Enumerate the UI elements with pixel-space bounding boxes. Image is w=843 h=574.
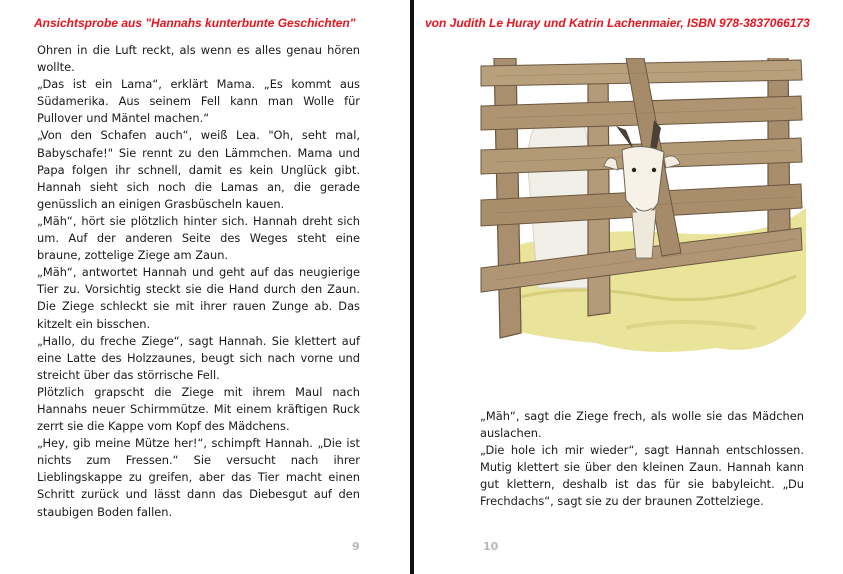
paragraph: Plötzlich grapscht die Ziege mit ihrem Maul nach Hannahs neuer Schirmmütze. Mit einem kräftigen Ruck zerrt sie die Kappe vom Kopf des Mädchens. <box>37 384 360 434</box>
paragraph: „Das ist ein Lama“, erklärt Mama. „Es kommt aus Südamerika. Aus seinem Fell kann man Wolle für Pullover und Mäntel machen.“ <box>37 77 360 126</box>
page-number-right: 10 <box>483 540 499 553</box>
paragraph: „Hallo, du freche Ziege“, sagt Hannah. Sie klettert auf eine Latte des Holzzaunes, beugt sich nach vorne und streicht über das störrische Fell. <box>37 333 360 382</box>
paragraph: „Die hole ich mir wieder“, sagt Hannah entschlossen. Mutig klettert sie über den kleinen Zaun. Hannah kann gut klettern, deshalb ist das für sie babyleicht. „Du Frechdachs“, sagt sie zu der braunen Zottelziege. <box>480 443 804 509</box>
paragraph: „Mäh“, sagt die Ziege frech, als wolle sie das Mädchen auslachen. <box>480 409 804 441</box>
left-page-text <box>37 42 360 521</box>
paragraph: „Mäh“, hört sie plötzlich hinter sich. Hannah dreht sich um. Auf der anderen Seite des Weges steht eine braune, zottelige Ziege am Zaun. <box>37 213 360 263</box>
paragraph: „Mäh“, antwortet Hannah und geht auf das neugierige Tier zu. Vorsichtig steckt sie die Hand durch den Zaun. Die Ziege schleckt sie mit ihrer rauen Zunge ab. Das kitzelt ein bisschen. <box>37 265 360 331</box>
paragraph: Ohren in die Luft reckt, als wenn es alles genau hören wollte. <box>37 43 360 75</box>
header-right: von Judith Le Huray und Katrin Lachenmaier, ISBN 978-3837066173 <box>425 16 810 30</box>
header-left: Ansichtsprobe aus "Hannahs kunterbunte Geschichten" <box>34 16 356 30</box>
right-page-text <box>480 408 804 511</box>
page-divider <box>410 0 414 574</box>
page-number-left: 9 <box>352 540 360 553</box>
paragraph: „Von den Schafen auch“, weiß Lea. "Oh, seht mal, Babyschafe!" Sie rennt zu den Lämmchen. Mama und Papa folgen ihr schnell, damit es kein Unglück gibt. Hannah sieht sich noch die Lamas an, die gerade genüsslich an einigen Grasbüscheln kauen. <box>37 128 360 211</box>
paragraph: „Hey, gib meine Mütze her!“, schimpft Hannah. „Die ist nichts zum Fressen.“ Sie versucht nach ihrer Lieblingskappe zu greifen, aber das Tier macht einen Schritt zurück und lässt dann das Diebesgut auf den staubigen Boden fallen. <box>37 436 360 519</box>
goat-fence-illustration <box>476 58 806 363</box>
